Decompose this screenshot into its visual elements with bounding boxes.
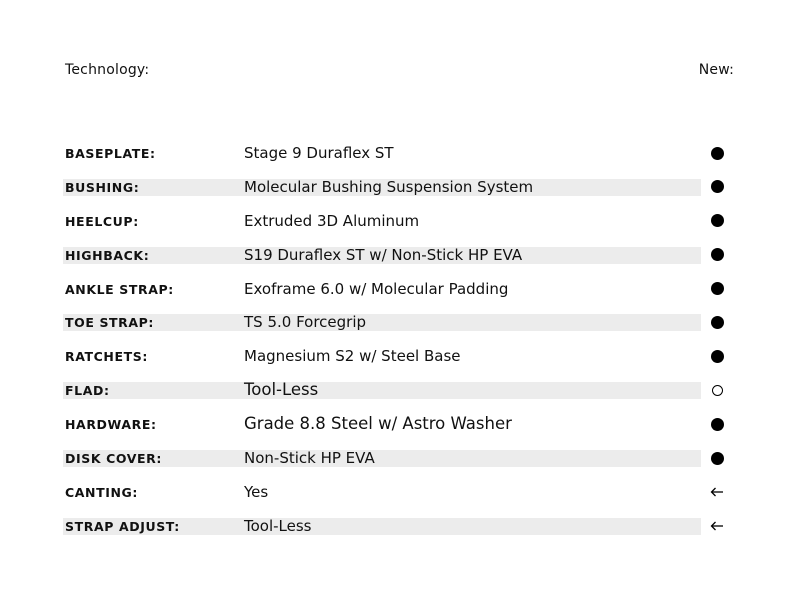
table-row-toe-strap <box>0 306 800 340</box>
row-label: DISK COVER: <box>65 451 162 467</box>
arrow-left-icon <box>710 485 724 499</box>
filled-dot-icon <box>710 248 724 262</box>
filled-dot-icon <box>710 180 724 194</box>
row-value: Exoframe 6.0 w/ Molecular Padding <box>244 279 509 298</box>
table-row-strap-adjust <box>0 510 800 544</box>
row-value: Stage 9 Duraflex ST <box>244 144 394 162</box>
filled-dot-icon <box>710 417 724 431</box>
table-row-flad <box>0 374 800 408</box>
row-label: FLAD: <box>65 383 110 399</box>
row-value: TS 5.0 Forcegrip <box>244 313 367 332</box>
row-value: S19 Duraflex ST w/ Non-Stick HP EVA <box>244 245 523 264</box>
technology-table <box>0 137 800 544</box>
table-row-heelcup <box>0 205 800 239</box>
filled-dot-icon <box>710 315 724 329</box>
hollow-circle-icon <box>710 383 724 397</box>
filled-dot-icon <box>710 146 724 160</box>
table-row-disk-cover <box>0 442 800 476</box>
filled-dot-icon <box>710 349 724 363</box>
row-label: HEELCUP: <box>65 213 139 229</box>
row-label: TOE STRAP: <box>65 315 155 331</box>
row-label: BASEPLATE: <box>65 146 156 161</box>
row-value: Tool-Less <box>244 380 319 400</box>
row-value: Tool-Less <box>244 516 312 535</box>
row-label: CANTING: <box>65 484 139 500</box>
table-row-baseplate <box>0 137 800 171</box>
arrow-left-icon <box>710 519 724 533</box>
row-value: Magnesium S2 w/ Steel Base <box>244 347 461 366</box>
table-row-ratchets <box>0 340 800 374</box>
row-value: Molecular Bushing Suspension System <box>244 177 534 196</box>
table-row-ankle-strap <box>0 273 800 307</box>
row-value: Extruded 3D Aluminum <box>244 211 420 230</box>
table-row-highback <box>0 239 800 273</box>
table-row-bushing <box>0 171 800 205</box>
row-label: RATCHETS: <box>65 349 148 365</box>
row-label: BUSHING: <box>65 179 140 195</box>
table-row-canting <box>0 476 800 510</box>
filled-dot-icon <box>710 214 724 228</box>
row-label: STRAP ADJUST: <box>65 518 180 534</box>
row-label: HARDWARE: <box>65 417 157 433</box>
filled-dot-icon <box>710 451 724 465</box>
row-value: Non-Stick HP EVA <box>244 449 375 468</box>
row-label: ANKLE STRAP: <box>65 281 174 297</box>
new-header: New: <box>698 62 734 78</box>
filled-dot-icon <box>710 282 724 296</box>
row-value: Grade 8.8 Steel w/ Astro Washer <box>244 414 512 434</box>
row-value: Yes <box>244 482 269 501</box>
technology-header: Technology: <box>65 62 150 78</box>
row-label: HIGHBACK: <box>65 247 150 263</box>
table-row-hardware <box>0 408 800 442</box>
